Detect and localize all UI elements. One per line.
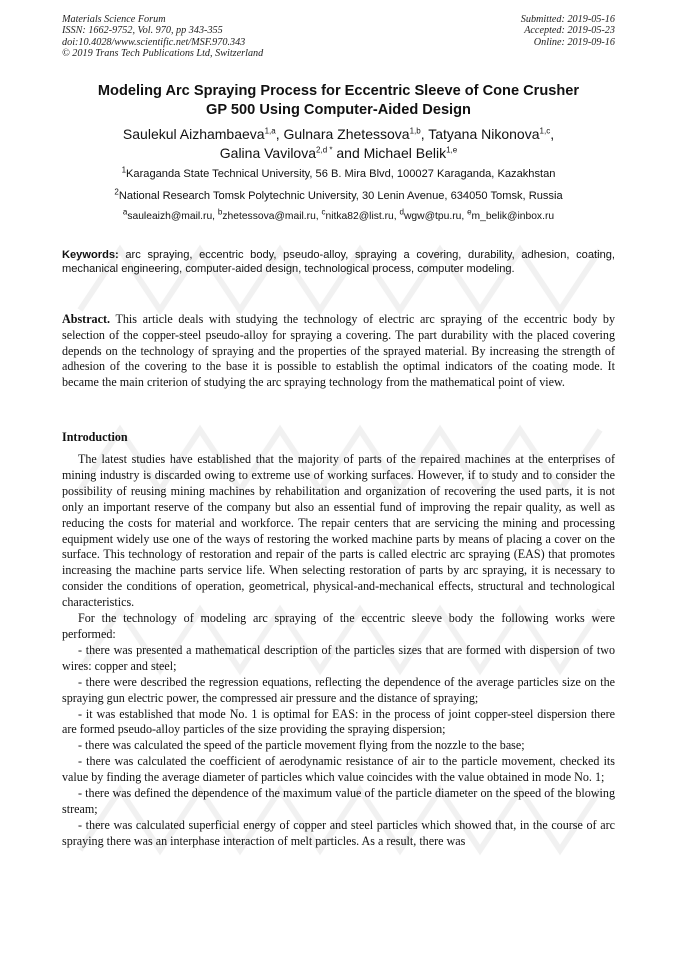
email-mark: e — [467, 207, 472, 217]
affiliation-text: National Research Tomsk Polytechnic University, 30 Lenin Avenue, 634050 Tomsk, Russia — [118, 190, 563, 202]
paragraph: For the technology of modeling arc spraying of the eccentric sleeve body the following works were performed: — [62, 611, 615, 641]
author-name: Saulekul Aizhambaeva — [122, 126, 265, 142]
keywords-label: Keywords: — [62, 249, 119, 261]
email-address[interactable]: zhetessova@mail.ru, — [222, 211, 322, 222]
list-item: - there was presented a mathematical description of the particles sizes that are formed with dispersion of two wires: copper and steel; — [62, 642, 615, 673]
list-item: - it was established that mode No. 1 is optimal for EAS: in the process of joint copper-steel dispersion there are formed pseudo-alloy particles of the size providing the spraying dispersion; — [62, 706, 615, 737]
affiliation-number: 1 — [121, 165, 127, 175]
keywords-block — [62, 248, 615, 276]
accepted-date: Accepted: 2019-05-23 — [524, 25, 615, 37]
list-item: - there was calculated superficial energy of copper and steel particles which showed that, in the course of arc spraying there was an interphase interaction of melt particles. As a result, there was — [62, 817, 615, 848]
paper-title — [62, 82, 615, 120]
abstract-text: This article deals with studying the technology of electric arc spraying of the eccentric body by selection of the copper-steel pseudo-alloy for spraying a covering. The part durability with the placed covering depends on the technology of spraying and the properties of the sprayed material. By increasing the strength of adhesion of the covering to the base it is possible to establish the optimal indicators of the coating mode. It became the main criterion of studying the arc spraying technology from the mathematical point of view. — [62, 312, 615, 390]
email-address[interactable]: sauleaizh@mail.ru, — [127, 211, 218, 222]
authors-line-2 — [62, 144, 615, 163]
journal-name: Materials Science Forum — [62, 14, 166, 25]
title-line-2: GP 500 Using Computer-Aided Design — [206, 102, 471, 118]
affiliation-1 — [62, 165, 615, 181]
online-date: Online: 2019-09-16 — [533, 36, 615, 48]
author-affiliation-mark: 2,d * — [316, 145, 333, 155]
email-mark: b — [217, 207, 223, 217]
email-address[interactable]: m_belik@inbox.ru — [471, 211, 555, 222]
list-item: - there was calculated the speed of the particle movement flying from the nozzle to the base; — [78, 738, 525, 753]
list-item: - there was defined the dependence of the maximum value of the particle diameter on the speed of the blowing stream; — [62, 786, 615, 816]
doi-line: doi:10.4028/www.scientific.net/MSF.970.343 — [62, 36, 246, 48]
abstract-block — [62, 312, 615, 391]
paragraph: The latest studies have established that the majority of parts of the repaired machines at the enterprises of mining industry is discarded owing to extreme use of working surfaces. However, if to study and to consider the possibility of reusing mining machines by rehabilitation and organization of recovering the used parts, it is not only an important reserve of the company but also an essential fund of improving the repair quality, as well as reducing the costs for material and workforce. The repair centers that are servicing the mining and processing equipment widely use one of the ways of restoring the worked machine parts by means of placing a cover on the surface. This technology of restoration and repair of the parts is called electric arc spraying (EAS) that promotes increasing the machine parts service life. When selecting restoration of parts by arc spraying, it is necessary to consider the conditions of operation, geometrical, physical-and-mechanical effects, structural and technological characteristics. — [62, 452, 615, 610]
author-list — [62, 125, 615, 163]
list-item: - there was calculated the coefficient of aerodynamic resistance of air to the particle movement, checked its value by finding the average diameter of particles which value coincides with the value obtained in mode No. 1; — [62, 754, 615, 785]
issn-line: ISSN: 1662-9752, Vol. 970, pp 343-355 — [62, 25, 223, 37]
email-address[interactable]: nitka82@list.ru, — [325, 211, 400, 222]
author-affiliation-mark: 1,a — [264, 126, 276, 136]
affiliation-number: 2 — [114, 187, 119, 197]
journal-info — [62, 14, 263, 60]
author-name: , Gulnara Zhetessova — [275, 126, 410, 142]
author-affiliation-mark: 1,e — [446, 145, 458, 155]
author-affiliation-mark: 1,c — [539, 126, 551, 136]
dates-info — [521, 14, 615, 48]
email-list — [62, 207, 615, 223]
email-address[interactable]: wgw@tpu.ru, — [403, 211, 468, 222]
email-mark: c — [321, 207, 326, 217]
introduction-heading: Introduction — [62, 430, 128, 444]
author-name: , Tatyana Nikonova — [420, 126, 540, 142]
author-separator: , — [550, 126, 555, 142]
abstract-label: Abstract. — [62, 312, 111, 326]
authors-line-1 — [62, 125, 615, 144]
keywords-text: arc spraying, eccentric body, pseudo-alloy, spraying a covering, durability, adhesion, coating, mechanical engineering, computer-aided design, technological process, computer modeling. — [62, 249, 615, 276]
author-name: Galina Vavilova — [219, 145, 317, 161]
introduction-body — [62, 452, 615, 850]
author-name: and Michael Belik — [332, 145, 447, 161]
email-mark: a — [122, 207, 128, 217]
submitted-date: Submitted: 2019-05-16 — [520, 14, 615, 25]
affiliation-text: Karaganda State Technical University, 56 B. Mira Blvd, 100027 Karaganda, Kazakhstan — [126, 168, 556, 180]
author-affiliation-mark: 1,b — [409, 126, 421, 136]
affiliation-2 — [62, 187, 615, 203]
title-line-1: Modeling Arc Spraying Process for Eccentric Sleeve of Cone Crusher — [97, 83, 580, 99]
email-mark: d — [399, 207, 404, 217]
copyright-line: © 2019 Trans Tech Publications Ltd, Switzerland — [62, 48, 264, 60]
list-item: - there were described the regression equations, reflecting the dependence of the average particles size on the spraying gun electric power, the compressed air pressure and the distance of spraying; — [62, 674, 615, 705]
